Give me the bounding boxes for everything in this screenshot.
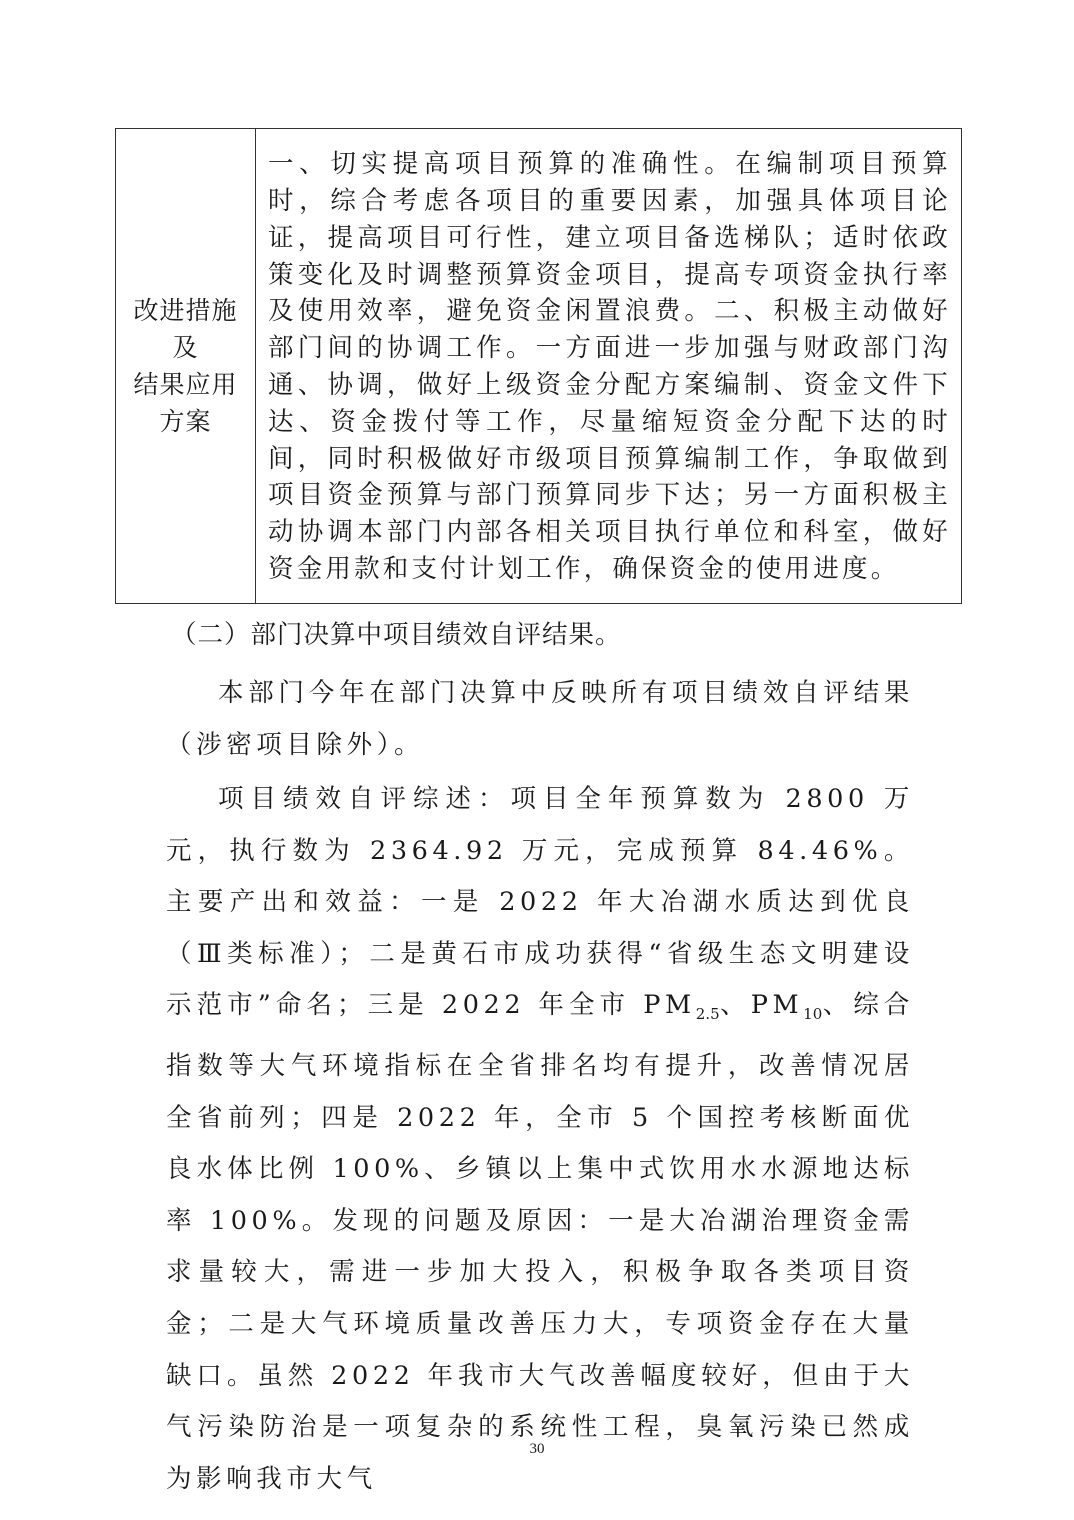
row-label-line: 结果应用 xyxy=(133,370,238,399)
improvement-measures-table xyxy=(115,128,962,604)
measures-content-cell: 一、切实提高项目预算的准确性。在编制项目预算时，综合考虑各项目的重要因素，加强具体项目论证，提高项目可行性，建立项目备选梯队；适时依政策变化及时调整预算资金项目，提高专项资金执行率及使用效率，避免资金闲置浪费。二、积极主动做好部门间的协调工作。一方面进一步加强与财政部门沟通、协调，做好上级资金分配方案编制、资金文件下达、资金拨付等工作，尽量缩短资金分配下达的时间，同时积极做好市级项目预算编制工作，争取做到项目资金预算与部门预算同步下达；另一方面积极主动协调本部门内部各相关项目执行单位和科室，做好资金用款和支付计划工作，确保资金的使用进度。 xyxy=(256,129,962,604)
pm-subscript: 2.5 xyxy=(695,1005,720,1024)
row-label-line: 及 xyxy=(172,333,199,362)
pm-subscript: 10 xyxy=(803,1005,823,1024)
paragraph-text: 、综合指数等大气环境指标在全省排名均有提升，改善情况居全省前列；四是 2022 年，全市 5 个国控考核断面优良水体比例 100%、乡镇以上集中式饮用水水源地达标率 100%。发现的问题及原因：一是大冶湖治理资金需求量较大，需进一步加大投入，积极争取各类项目资金；二是大气环境质量改善压力大，专项资金存在大量缺口。虽然 2022 年我市大气改善幅度较好，但由于大气污染防治是一项复杂的系统性工程，臭氧污染已然成为影响我市大气 xyxy=(166,990,914,1494)
row-label-line: 方案 xyxy=(159,407,212,436)
paragraph-text: 、PM xyxy=(719,990,804,1021)
paragraph-text: 项目绩效自评综述：项目全年预算数为 2800 万元，执行数为 2364.92 万元，完成预算 84.46%。主要产出和效益：一是 2022 年大冶湖水质达到优良（Ⅲ类标准）；二是黄石市成功获得“省级生态文明建设示范市”命名；三是 2022 年全市 PM xyxy=(166,784,914,1021)
paragraph-scope: 本部门今年在部门决算中反映所有项目绩效自评结果（涉密项目除外）。 xyxy=(166,678,914,760)
section-heading: （二）部门决算中项目绩效自评结果。 xyxy=(171,620,622,650)
table-row xyxy=(116,129,962,604)
row-label-line: 改进措施 xyxy=(133,296,238,325)
page-number: 30 xyxy=(529,1441,545,1457)
paragraph-self-evaluation xyxy=(166,774,914,1505)
row-label-cell xyxy=(116,129,256,604)
